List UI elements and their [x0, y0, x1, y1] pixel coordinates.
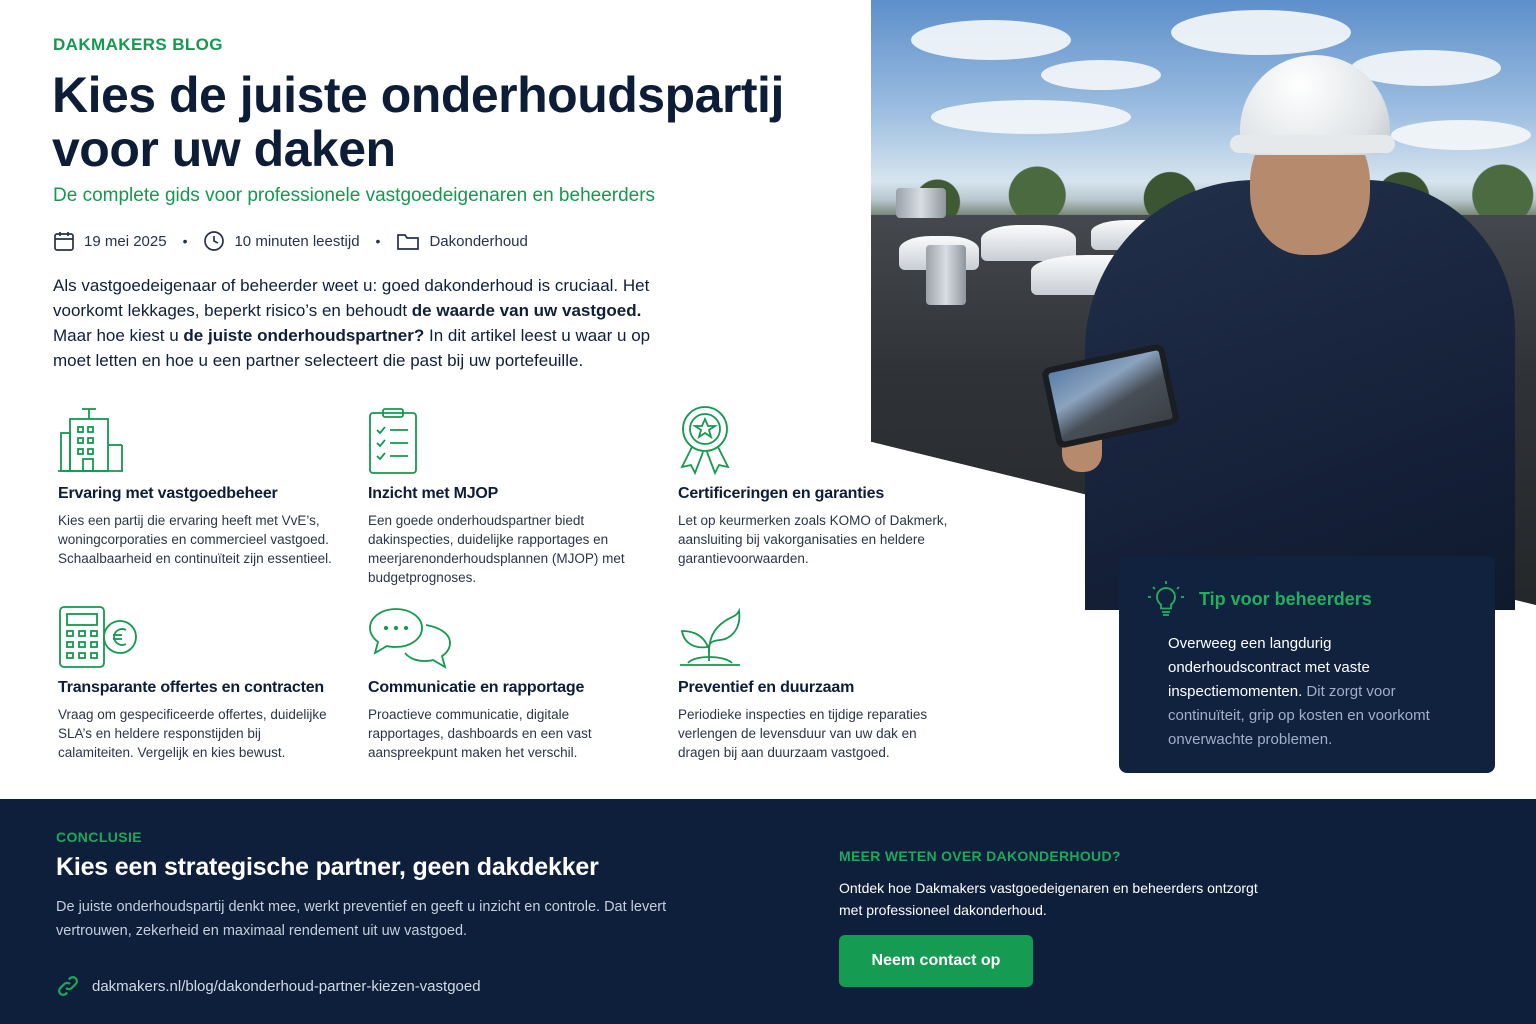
- intro-text: In dit artikel leest u waar u op moet letten en hoe u een partner selecteert die past bij uw portefeuille.: [53, 326, 651, 370]
- cta-text: Ontdek hoe Dakmakers vastgoedeigenaren en beheerders ontzorgt met professioneel dakonderhoud.: [839, 880, 1258, 918]
- meta-date-label: 19 mei 2025: [84, 232, 167, 250]
- cta-kicker: MEER WETEN OVER DAKONDERHOUD?: [839, 848, 1121, 864]
- calculator-euro-icon: [58, 605, 338, 669]
- feature-title: Inzicht met MJOP: [368, 485, 499, 502]
- tip-strong: Overweeg een langdurig onderhoudscontract met vaste inspectiemomenten.: [1168, 635, 1370, 700]
- article-meta: [53, 230, 528, 252]
- conclusion-kicker: CONCLUSIE: [56, 829, 143, 845]
- meta-category-label: Dakonderhoud: [429, 232, 528, 250]
- feature-card-quotes: [58, 605, 338, 762]
- feature-card-communication: [368, 605, 648, 762]
- plant-sprout-icon: [678, 605, 958, 669]
- feature-text: Kies een partij die ervaring heeft met VvE’s, woningcorporaties en commercieel vastgoed. Schaalbaarheid en continuïteit zijn essentieel.: [58, 513, 332, 566]
- building-icon: [58, 405, 338, 475]
- feature-text: Proactieve communicatie, digitale rapportages, dashboards en een vast aanspreekpunt maken het verschil.: [368, 707, 592, 760]
- feature-title: Ervaring met vastgoedbeheer: [58, 485, 278, 502]
- award-badge-icon: [678, 405, 958, 475]
- meta-separator: •: [375, 233, 381, 249]
- tip-body: [1147, 632, 1467, 752]
- intro-emphasis: de waarde van uw vastgoed.: [411, 301, 642, 320]
- contact-button[interactable]: Neem contact op: [839, 935, 1033, 987]
- feature-title: Preventief en duurzaam: [678, 679, 855, 696]
- blog-kicker: DAKMAKERS BLOG: [53, 35, 223, 54]
- feature-card-certifications: [678, 405, 958, 568]
- meta-read-time: [203, 230, 359, 252]
- chat-bubbles-icon: [368, 605, 648, 669]
- feature-card-mjop: [368, 405, 648, 587]
- article-link[interactable]: [56, 974, 481, 998]
- feature-title: Certificeringen en garanties: [678, 485, 885, 502]
- conclusion-title: Kies een strategische partner, geen dakdekker: [56, 853, 599, 881]
- meta-date: [53, 230, 167, 252]
- hard-hat-brim: [1230, 135, 1395, 153]
- page-subtitle: De complete gids voor professionele vastgoedeigenaren en beheerders: [53, 185, 656, 206]
- feature-text: Een goede onderhoudspartner biedt dakinspecties, duidelijke rapportages en meerjarenonderhoudsplannen (MJOP) met budgetprognoses.: [368, 513, 625, 585]
- clipboard-checklist-icon: [368, 405, 648, 475]
- conclusion-footer: [0, 799, 1536, 1024]
- conclusion-text: De juiste onderhoudspartij denkt mee, werkt preventief en geeft u inzicht en controle. Dat levert vertrouwen, zekerheid en maximaal rendement uit uw vastgoed.: [56, 899, 667, 939]
- tip-header: [1147, 580, 1467, 618]
- link-icon: [56, 974, 80, 998]
- feature-card-sustainable: [678, 605, 958, 762]
- clock-icon: [203, 230, 225, 252]
- article-link-label: dakmakers.nl/blog/dakonderhoud-partner-kiezen-vastgoed: [92, 977, 481, 995]
- tip-card: [1119, 556, 1495, 773]
- feature-title: Communicatie en rapportage: [368, 679, 585, 696]
- feature-text: Vraag om gespecificeerde offertes, duidelijke SLA’s en heldere responstijden bij calamiteiten. Vergelijk en kies bewust.: [58, 707, 327, 760]
- calendar-icon: [53, 230, 75, 252]
- meta-read-time-label: 10 minuten leestijd: [234, 232, 360, 250]
- feature-text: Let op keurmerken zoals KOMO of Dakmerk, aansluiting bij vakorganisaties en heldere garantievoorwaarden.: [678, 513, 948, 566]
- intro-emphasis: de juiste onderhoudspartner?: [183, 326, 425, 345]
- meta-category[interactable]: [396, 230, 527, 252]
- meta-separator: •: [182, 233, 188, 249]
- tip-rest: Dit zorgt voor continuïteit, grip op kosten en voorkomt onverwachte problemen.: [1168, 683, 1430, 748]
- folder-icon: [396, 230, 420, 252]
- intro-paragraph: [53, 273, 683, 373]
- intro-text: Maar hoe kiest u: [53, 326, 184, 345]
- page-title: Kies de juiste onderhoudspartij voor uw daken: [52, 67, 784, 177]
- intro-text: Als vastgoedeigenaar of beheerder weet u: goed dakonderhoud is cruciaal. Het voorkomt lekkages, beperkt risico’s en behoudt: [53, 276, 650, 320]
- feature-card-experience: [58, 405, 338, 568]
- tip-title: Tip voor beheerders: [1199, 588, 1372, 609]
- lightbulb-icon: [1147, 580, 1185, 618]
- feature-title: Transparante offertes en contracten: [58, 679, 324, 696]
- feature-text: Periodieke inspecties en tijdige reparaties verlengen de levensduur van uw dak en dragen bij aan duurzaam vastgoed.: [678, 707, 928, 760]
